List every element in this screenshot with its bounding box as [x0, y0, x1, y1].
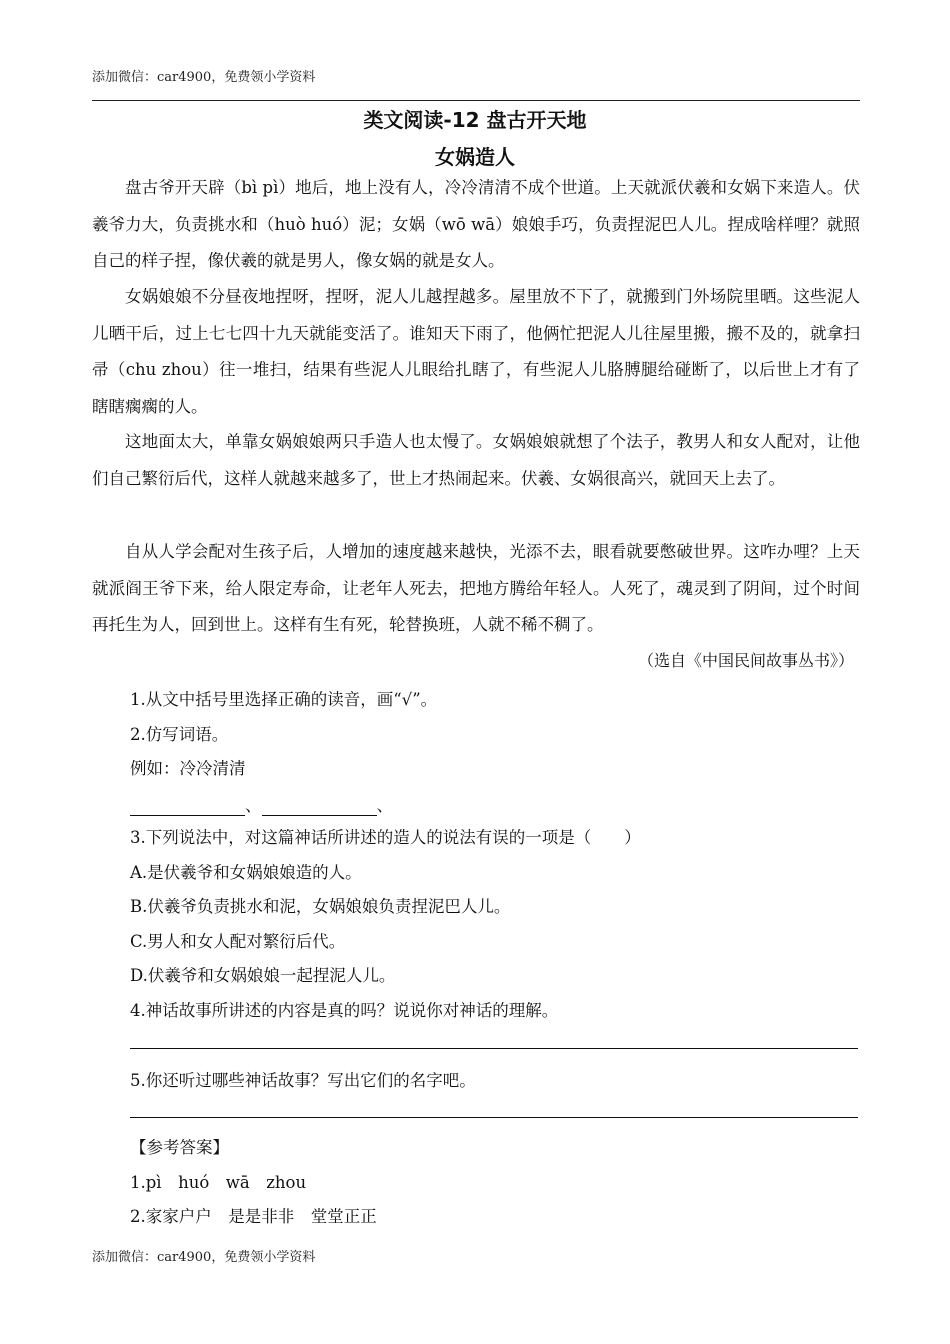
question-2-example: 例如：冷冷清清: [130, 759, 246, 778]
header-rule: [92, 100, 860, 101]
option-d: D.伏羲爷和女娲娘娘一起捏泥人儿。: [130, 966, 396, 985]
answer-2: 2.家家户户 是是非非 堂堂正正: [130, 1207, 377, 1226]
question-4: 4.神话故事所讲述的内容是真的吗？说说你对神话的理解。: [130, 1001, 559, 1020]
option-c: C.男人和女人配对繁衍后代。: [130, 932, 346, 951]
answer-1: 1.pì huó wā zhou: [130, 1173, 307, 1192]
question-5: 5.你还听过哪些神话故事？写出它们的名字吧。: [130, 1071, 476, 1090]
option-a: A.是伏羲爷和女娲娘娘造的人。: [130, 863, 362, 882]
source-citation: （选自《中国民间故事丛书》）: [637, 651, 854, 670]
question-2: 2.仿写词语。: [130, 725, 229, 744]
page-title: 类文阅读-12 盘古开天地: [363, 108, 587, 132]
story-title: 女娲造人: [435, 145, 515, 169]
answer-blank-1[interactable]: [130, 801, 245, 816]
answer-line-q5[interactable]: [130, 1117, 858, 1118]
answer-line-q4[interactable]: [130, 1048, 858, 1049]
option-b: B.伏羲爷负责挑水和泥，女娲娘娘负责捏泥巴人儿。: [130, 897, 511, 916]
answer-heading: 【参考答案】: [130, 1138, 229, 1157]
question-1: 1.从文中括号里选择正确的读音，画“√”。: [130, 690, 438, 709]
blank-separator-2: 、: [376, 796, 393, 815]
header-note: 添加微信：car4900，免费领小学资料: [92, 70, 316, 85]
paragraph-1: 盘古爷开天辟（bì pì）地后，地上没有人，冷冷清清不成个世道。上天就派伏羲和女娲下来造人。伏羲爷力大，负责挑水和（huò huó）泥；女娲（wō wā）娘娘手巧，负责捏泥巴人儿。捏成啥样哩？就照自己的样子捏，像伏羲的就是男人，像女娲的就是女人。: [92, 178, 860, 270]
fill-blanks-row: [130, 792, 393, 816]
paragraph-3: 这地面太大，单靠女娲娘娘两只手造人也太慢了。女娲娘娘就想了个法子，教男人和女人配对，让他们自己繁衍后代，这样人就越来越多了，世上才热闹起来。伏羲、女娲很高兴，就回天上去了。: [92, 432, 860, 488]
answer-blank-2[interactable]: [262, 801, 377, 816]
paragraph-4: 自从人学会配对生孩子后，人增加的速度越来越快，光添不去，眼看就要憋破世界。这咋办哩？上天就派阎王爷下来，给人限定寿命，让老年人死去，把地方腾给年轻人。人死了，魂灵到了阴间，过个时间再托生为人，回到世上。这样有生有死，轮替换班，人就不稀不稠了。: [92, 542, 860, 634]
blank-separator-1: 、: [245, 796, 262, 815]
question-3: 3.下列说法中，对这篇神话所讲述的造人的说法有误的一项是（ ）: [130, 828, 641, 847]
footer-note: 添加微信：car4900，免费领小学资料: [92, 1250, 316, 1265]
paragraph-2: 女娲娘娘不分昼夜地捏呀，捏呀，泥人儿越捏越多。屋里放不下了，就搬到门外场院里晒。这些泥人儿晒干后，过上七七四十九天就能变活了。谁知天下雨了，他俩忙把泥人儿往屋里搬，搬不及的，就拿扫帚（chu zhou）往一堆扫，结果有些泥人儿眼给扎瞎了，有些泥人儿胳膊腿给碰断了，以后世上才有了瞎瞎瘸瘸的人。: [92, 287, 860, 416]
